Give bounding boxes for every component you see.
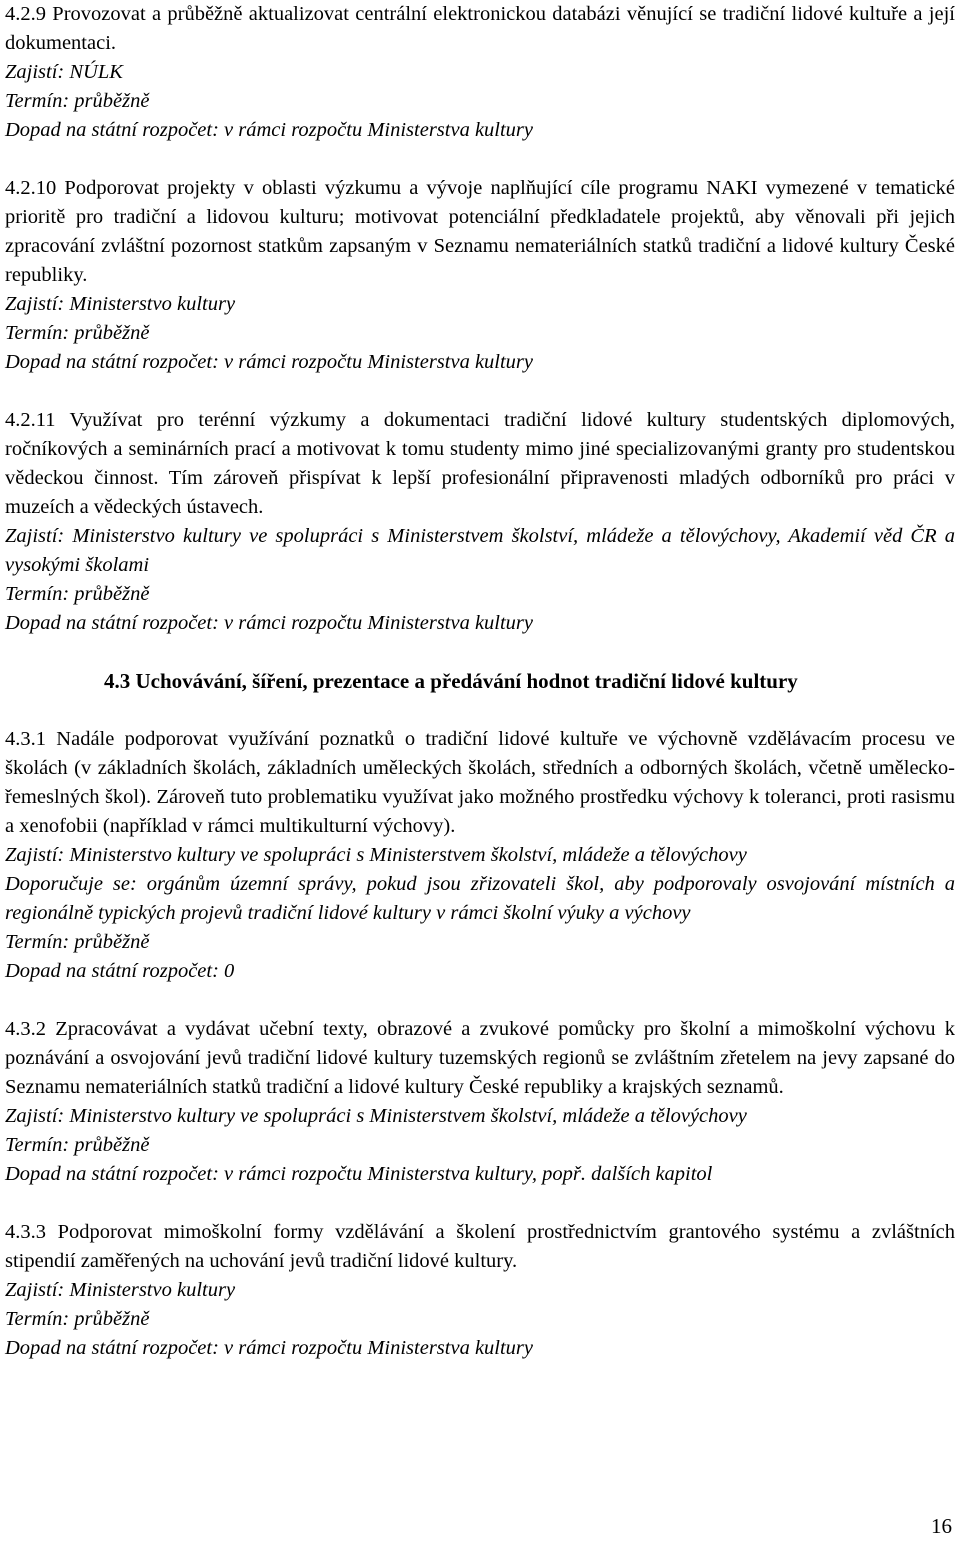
task-recommendation: Doporučuje se: orgánům územní správy, pokud jsou zřizovateli škol, aby podporovaly osvojování místních a regionálně typických projevů tradiční lidové kultury v rámci školní výuky a výchovy bbox=[5, 873, 955, 924]
task-text: 4.2.10 Podporovat projekty v oblasti výzkumu a vývoje naplňující cíle programu NAKI vymezené v tematické prioritě pro tradiční a lidovou kulturu; motivovat potenciální předkladatele projektů, aby věnovali při jejich zpracování zvláštní pozornost statkům zapsaným v Seznamu nemateriálních statků tradiční a lidové kultury České republiky. bbox=[5, 177, 955, 286]
task-text: 4.3.3 Podporovat mimoškolní formy vzdělávání a školení prostřednictvím grantového systému a zvláštních stipendií zaměřených na uchování jevů tradiční lidové kultury. bbox=[5, 1221, 955, 1272]
task-deadline: Termín: průběžně bbox=[5, 1134, 150, 1156]
task-responsible: Zajistí: Ministerstvo kultury ve spolupráci s Ministerstvem školství, mládeže a tělovýchovy, Akademií věd ČR a vysokými školami bbox=[5, 525, 955, 576]
task-text: 4.2.11 Využívat pro terénní výzkumy a dokumentaci tradiční lidové kultury studentských diplomových, ročníkových a seminárních prací a motivovat k tomu studenty mimo jiné specializovanými granty pro studentskou vědeckou činnost. Tím zároveň přispívat k lepší profesionální připravenosti mladých odborníků pro práci v muzeích a vědeckých ústavech. bbox=[5, 409, 955, 518]
task-item-4-3-1 bbox=[5, 725, 955, 986]
page-number: 16 bbox=[931, 1514, 952, 1538]
spacer bbox=[5, 696, 955, 725]
spacer bbox=[5, 1189, 955, 1218]
task-deadline: Termín: průběžně bbox=[5, 322, 150, 344]
task-responsible: Zajistí: Ministerstvo kultury ve spolupráci s Ministerstvem školství, mládeže a tělovýchovy bbox=[5, 844, 747, 866]
document-page bbox=[5, 0, 955, 1363]
task-item-4-3-3 bbox=[5, 1218, 955, 1363]
spacer bbox=[5, 986, 955, 1015]
task-text: 4.3.1 Nadále podporovat využívání poznatků o tradiční lidové kultuře ve výchovně vzdělávacím procesu ve školách (v základních školách, základních uměleckých školách, středních a odborných školách, včetně umělecko-řemeslných škol). Zároveň tuto problematiku využívat jako možného prostředku výchovy k toleranci, proti rasismu a xenofobii (například v rámci multikulturní výchovy). bbox=[5, 728, 955, 837]
task-budget-impact: Dopad na státní rozpočet: v rámci rozpočtu Ministerstva kultury bbox=[5, 1337, 534, 1359]
task-responsible: Zajistí: Ministerstvo kultury bbox=[5, 1279, 236, 1301]
task-budget-impact: Dopad na státní rozpočet: v rámci rozpočtu Ministerstva kultury bbox=[5, 612, 534, 634]
task-text: 4.2.9 Provozovat a průběžně aktualizovat centrální elektronickou databázi věnující se tradiční lidové kultuře a její dokumentaci. bbox=[5, 3, 955, 54]
task-deadline: Termín: průběžně bbox=[5, 583, 150, 605]
task-responsible: Zajistí: NÚLK bbox=[5, 61, 123, 83]
task-deadline: Termín: průběžně bbox=[5, 1308, 150, 1330]
task-deadline: Termín: průběžně bbox=[5, 90, 150, 112]
task-budget-impact: Dopad na státní rozpočet: 0 bbox=[5, 960, 235, 982]
task-responsible: Zajistí: Ministerstvo kultury bbox=[5, 293, 236, 315]
task-text: 4.3.2 Zpracovávat a vydávat učební texty, obrazové a zvukové pomůcky pro školní a mimoškolní výchovu k poznávání a osvojování jevů tradiční lidové kultury tuzemských regionů se zvláštním zřetelem na jevy zapsané do Seznamu nemateriálních statků tradiční a lidové kultury České republiky a krajských seznamů. bbox=[5, 1018, 955, 1098]
task-item-4-2-10 bbox=[5, 174, 955, 377]
spacer bbox=[5, 145, 955, 174]
spacer bbox=[5, 377, 955, 406]
task-deadline: Termín: průběžně bbox=[5, 931, 150, 953]
task-budget-impact: Dopad na státní rozpočet: v rámci rozpočtu Ministerstva kultury bbox=[5, 351, 534, 373]
task-budget-impact: Dopad na státní rozpočet: v rámci rozpočtu Ministerstva kultury bbox=[5, 119, 534, 141]
section-heading: 4.3 Uchovávání, šíření, prezentace a předávání hodnot tradiční lidové kultury bbox=[104, 669, 798, 693]
task-item-4-3-2 bbox=[5, 1015, 955, 1189]
task-budget-impact: Dopad na státní rozpočet: v rámci rozpočtu Ministerstva kultury, popř. dalších kapitol bbox=[5, 1163, 713, 1185]
task-item-4-2-9 bbox=[5, 0, 955, 145]
task-item-4-2-11 bbox=[5, 406, 955, 638]
spacer bbox=[5, 638, 955, 667]
task-responsible: Zajistí: Ministerstvo kultury ve spolupráci s Ministerstvem školství, mládeže a tělovýchovy bbox=[5, 1105, 747, 1127]
